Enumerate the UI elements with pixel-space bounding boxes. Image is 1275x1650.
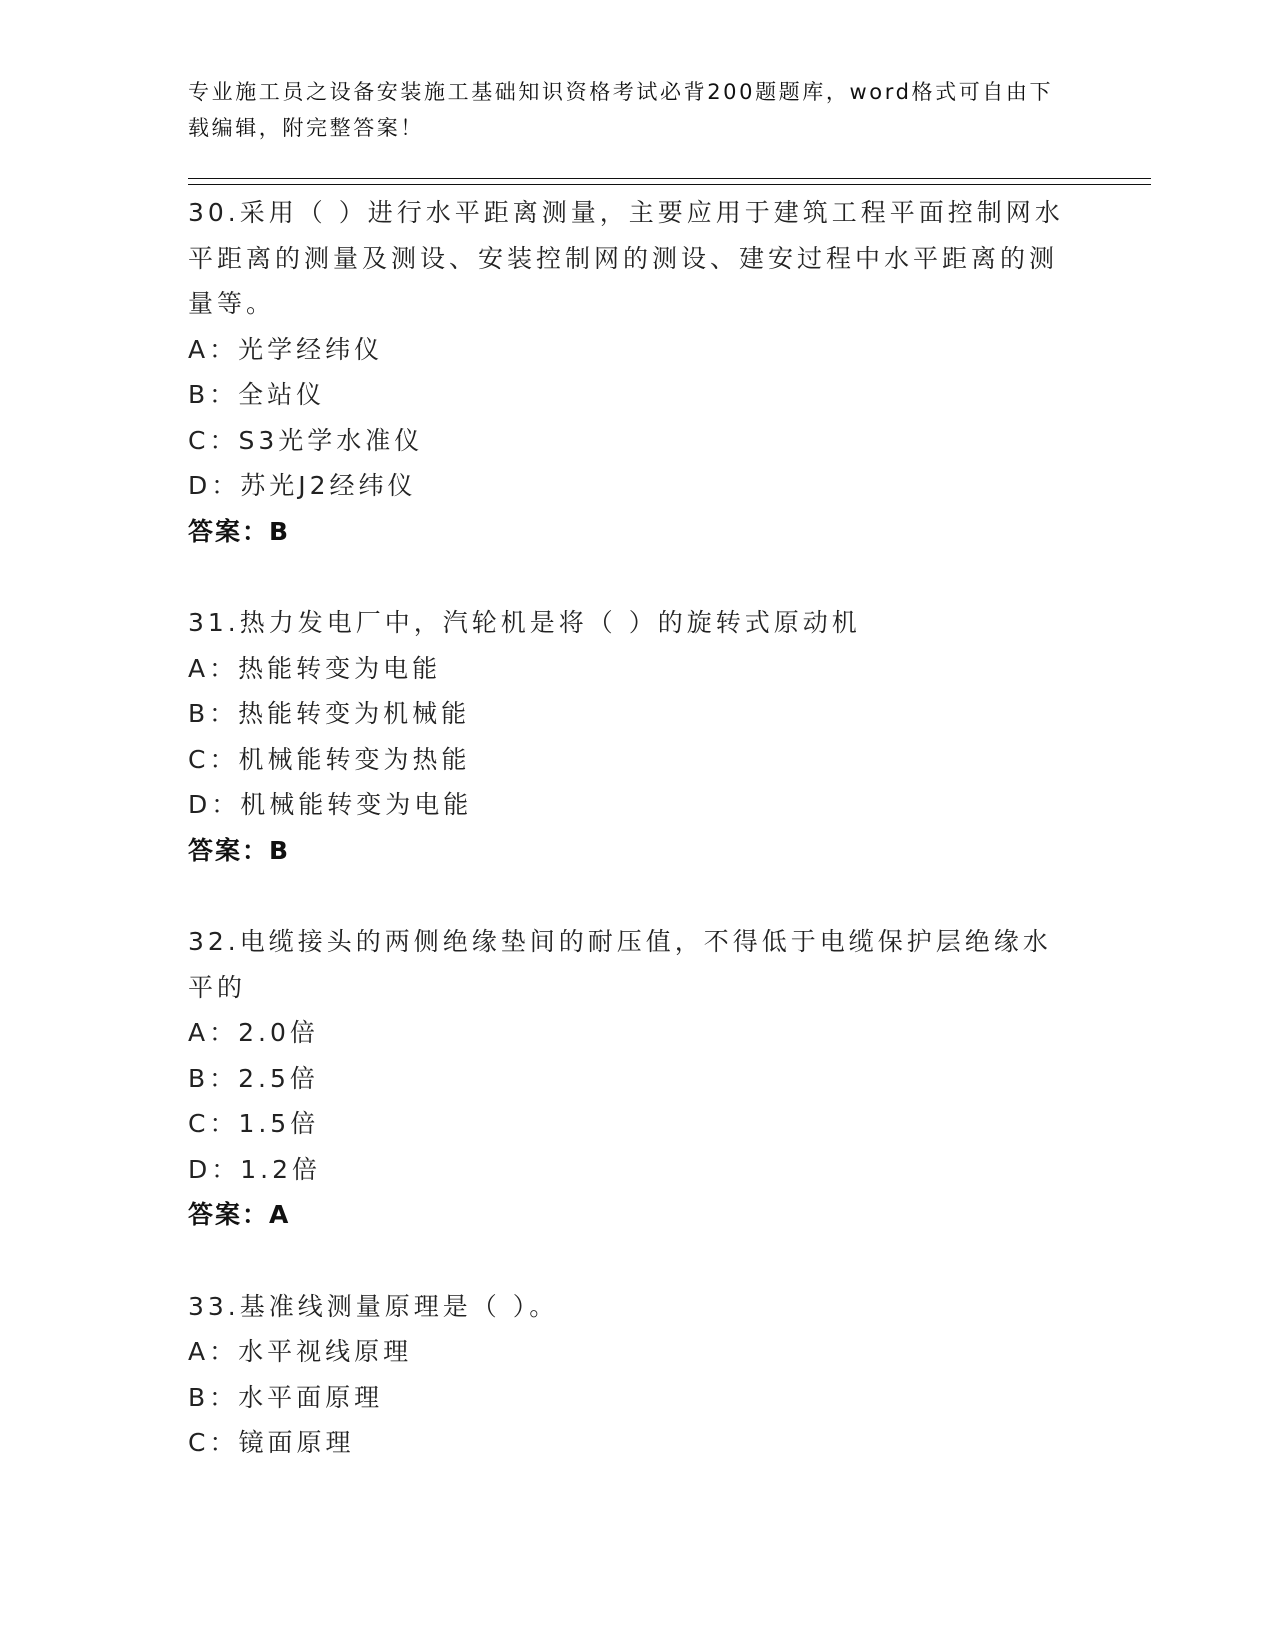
option-b: B：水平面原理: [188, 1382, 384, 1412]
question-stem: 33.基准线测量原理是（ ）。: [188, 1291, 559, 1321]
question-32: [188, 919, 1068, 1238]
option-c: C：1.5倍: [188, 1109, 320, 1138]
option-b: B：全站仪: [188, 380, 326, 409]
option-c: C：机械能转变为热能: [188, 744, 471, 774]
question-31: [188, 600, 1068, 873]
option-b: B：2.5倍: [188, 1063, 319, 1093]
header-divider-top: [188, 178, 1151, 179]
document-header: 专业施工员之设备安装施工基础知识资格考试必背200题题库，word格式可自由下载编辑，附完整答案！: [188, 80, 1054, 140]
option-a: A：2.0倍: [188, 1018, 319, 1047]
question-stem: 31.热力发电厂中，汽轮机是将（ ）的旋转式原动机: [188, 608, 861, 637]
option-d: D：1.2倍: [188, 1154, 322, 1184]
option-c: C：S3光学水准仪: [188, 425, 424, 455]
question-stem: 30.采用（ ）进行水平距离测量，主要应用于建筑工程平面控制网水平距离的测量及测设、安装控制网的测设、建安过程中水平距离的测量等。: [188, 198, 1064, 318]
option-a: A：热能转变为电能: [188, 653, 442, 683]
option-c: C：镜面原理: [188, 1428, 355, 1457]
question-30: [188, 190, 1068, 554]
question-stem: 32.电缆接头的两侧绝缘垫间的耐压值，不得低于电缆保护层绝缘水平的: [188, 927, 1052, 1002]
answer: 答案：B: [188, 516, 291, 546]
answer: 答案：B: [188, 835, 291, 865]
option-a: A：水平视线原理: [188, 1337, 413, 1366]
option-a: A：光学经纬仪: [188, 334, 384, 364]
option-b: B：热能转变为机械能: [188, 699, 471, 728]
question-list: [188, 190, 1068, 1512]
answer: 答案：A: [188, 1200, 291, 1229]
option-d: D：机械能转变为电能: [188, 790, 473, 819]
header-divider-bottom: [188, 184, 1151, 185]
question-33: [188, 1284, 1068, 1466]
option-d: D：苏光J2经纬仪: [188, 471, 417, 500]
